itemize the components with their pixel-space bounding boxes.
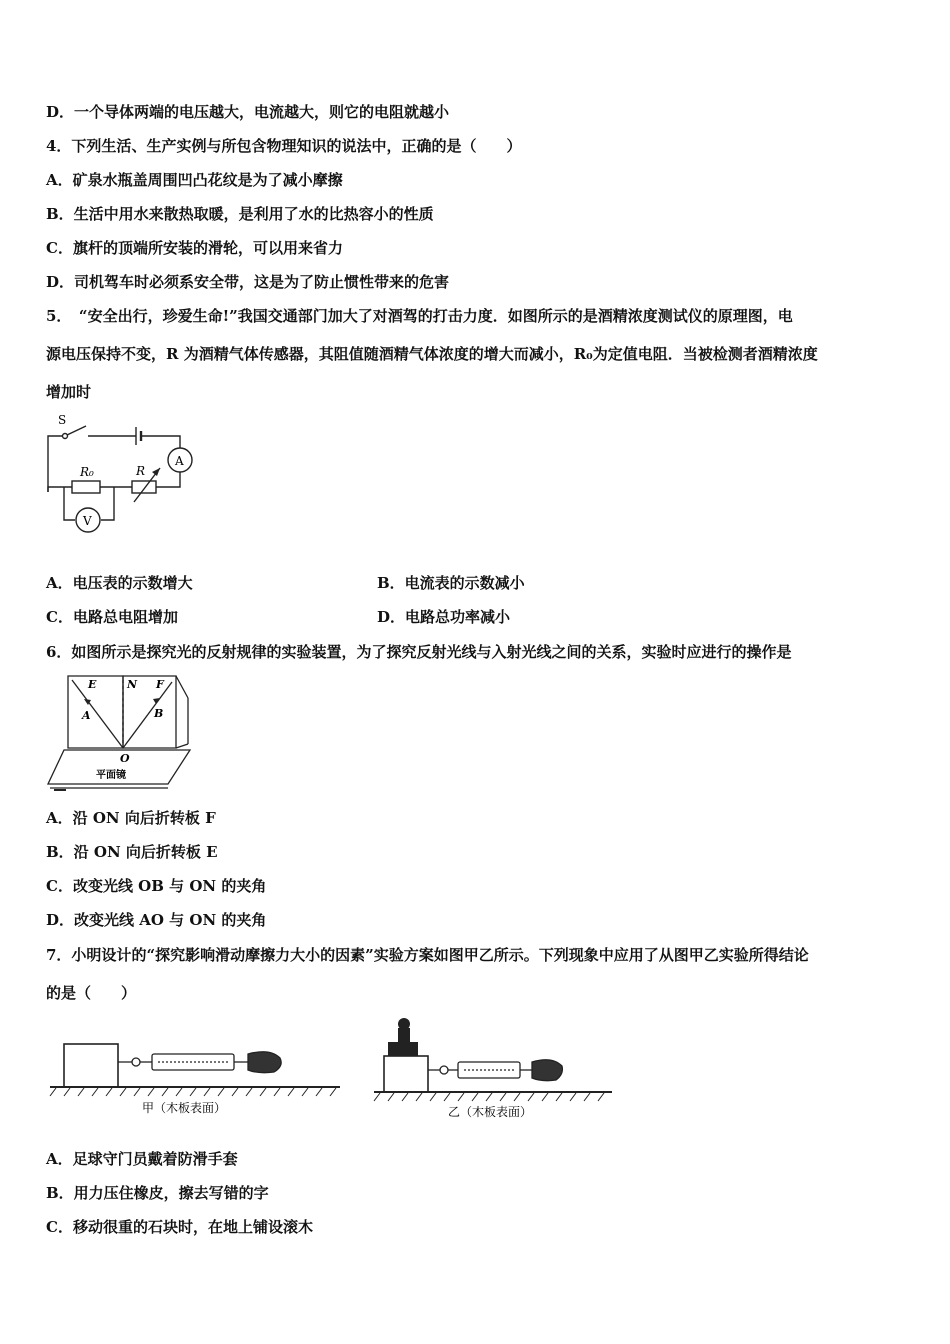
- q6-option-b: B．沿 ON 向后折转板 E: [46, 843, 218, 861]
- r-label: R: [136, 464, 146, 478]
- q4-option-b: B．生活中用水来散热取暖，是利用了水的比热容小的性质: [46, 205, 434, 223]
- incident-ray-ao: [72, 680, 123, 748]
- q6-option-c: C．改变光线 OB 与 ON 的夹角: [46, 877, 267, 895]
- wood-block-jia: [64, 1044, 118, 1087]
- q5-stem-line2: 源电压保持不变，R 为酒精气体传感器，其阻值随酒精气体浓度的增大而减小，R₀为定值电阻．当被检测者酒精浓度: [46, 345, 818, 363]
- reflected-ray-ob: [123, 682, 172, 748]
- caption-jia: 甲（木板表面）: [142, 1101, 227, 1115]
- q5-stem-line1: 5． “安全出行，珍爱生命!”我国交通部门加大了对酒驾的打击力度．如图所示的是酒精浓度测试仪的原理图，电: [46, 307, 793, 325]
- weight-base: [388, 1042, 418, 1056]
- voltmeter-label: V: [83, 514, 92, 528]
- switch-blade: [67, 426, 86, 435]
- spring-scale-jia: [152, 1054, 234, 1070]
- point-o-label: O: [120, 752, 130, 765]
- normal-n-label: N: [127, 678, 138, 691]
- mirror-label: 平面镜: [96, 770, 126, 781]
- q6-option-d: D．改变光线 AO 与 ON 的夹角: [46, 911, 267, 929]
- weight-knob: [398, 1018, 410, 1030]
- q5-circuit-diagram: [40, 412, 210, 542]
- q7-stem-line1: 7．小明设计的“探究影响滑动摩擦力大小的因素”实验方案如图甲乙所示。下列现象中应用了从图甲乙实验所得结论: [46, 946, 809, 964]
- q7-option-a: A．足球守门员戴着防滑手套: [46, 1150, 238, 1168]
- q5-option-a: A．电压表的示数增大: [46, 574, 193, 592]
- q4-option-a: A．矿泉水瓶盖周围凹凸花纹是为了减小摩擦: [46, 171, 343, 189]
- switch-pivot: [63, 434, 68, 439]
- r0-resistor: [72, 481, 100, 493]
- point-b-label: B: [154, 707, 164, 720]
- hand-yi: [532, 1060, 562, 1081]
- caption-yi: 乙（木板表面）: [448, 1105, 533, 1119]
- q6-stem: 6．如图所示是探究光的反射规律的实验装置，为了探究反射光线与入射光线之间的关系，实验时应进行的操作是: [46, 643, 792, 661]
- r-resistor: [132, 481, 156, 493]
- ammeter-label: A: [175, 454, 184, 468]
- wood-block-yi: [384, 1056, 428, 1092]
- q6-option-a: A．沿 ON 向后折转板 F: [46, 809, 216, 827]
- q5-stem-line3: 增加时: [46, 383, 92, 401]
- q5-option-c: C．电路总电阻增加: [46, 608, 178, 626]
- q5-option-b: B．电流表的示数减小: [377, 574, 525, 592]
- board-f-label: F: [156, 678, 164, 691]
- point-a-label: A: [82, 709, 91, 722]
- q7-stem-line2: 的是（ ）: [46, 984, 137, 1002]
- q7-option-b: B．用力压住橡皮，擦去写错的字: [46, 1184, 269, 1202]
- q5-option-d: D．电路总功率减小: [377, 608, 511, 626]
- board-e-label: E: [88, 678, 97, 691]
- hand-jia: [248, 1052, 281, 1073]
- q4-option-d: D．司机驾车时必须系安全带，这是为了防止惯性带来的危害: [46, 273, 450, 291]
- q7-friction-experiment: [44, 1014, 624, 1126]
- weight-neck: [398, 1028, 410, 1042]
- q6-reflection-apparatus: [44, 672, 204, 794]
- r0-label: R₀: [80, 465, 94, 479]
- q4-stem: 4．下列生活、生产实例与所包含物理知识的说法中，正确的是（ ）: [46, 137, 522, 155]
- q7-option-c: C．移动很重的石块时，在地上铺设滚木: [46, 1218, 313, 1236]
- q4-option-c: C．旗杆的顶端所安装的滑轮，可以用来省力: [46, 239, 343, 257]
- q3-option-d: D．一个导体两端的电压越大，电流越大，则它的电阻就越小: [46, 103, 450, 121]
- switch-label: S: [58, 413, 67, 427]
